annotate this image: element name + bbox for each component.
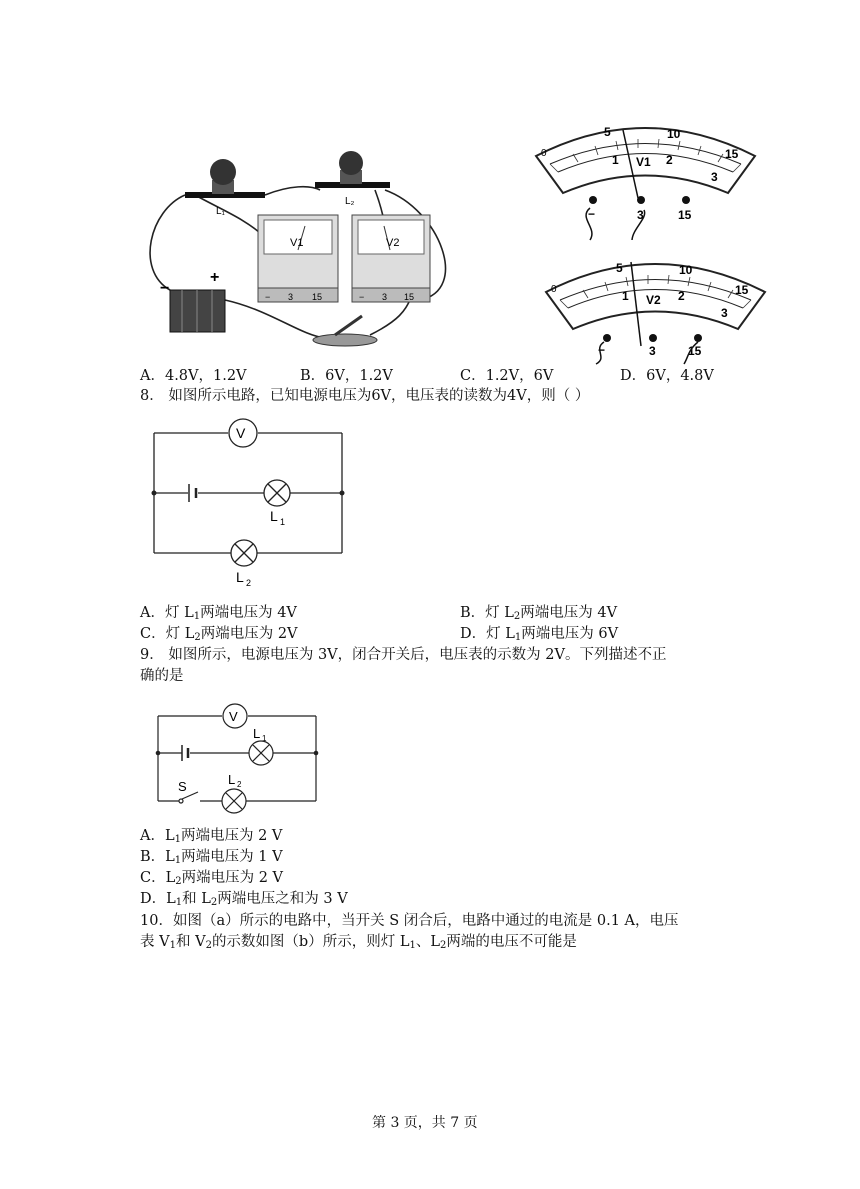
v1-3-terminal: 3 [288, 292, 294, 302]
q10-l2-sub1: 1 [169, 940, 176, 951]
v2-scale-5: 5 [616, 261, 623, 275]
q9-d-pre: D．L [140, 891, 176, 907]
q9-b-pre: B．L [140, 849, 175, 865]
q9-meter-label: V [229, 709, 238, 724]
q8-c-sub: 2 [194, 632, 201, 643]
q8-b-pre: B．灯 L [460, 605, 514, 621]
l1-photo-label: L₁ [216, 206, 225, 217]
q10-l2-mid3: 、L [415, 934, 440, 950]
q8-lamp2-sub: 2 [246, 578, 252, 588]
q8-circuit-diagram [148, 418, 348, 590]
q8-stem: 8． 如图所示电路，已知电源电压为6V，电压表的读数为4V，则（ ） [140, 388, 590, 404]
q9-b-post: 两端电压为 1 V [181, 849, 283, 865]
q9-lamp2-sub: 2 [237, 780, 242, 789]
voltmeter-v2-dial [538, 254, 773, 366]
q9-d-sub: 1 [175, 897, 183, 908]
q9-stem-line1: 9． 如图所示，电源电压为 3V，闭合开关后，电压表的示数为 2V。下列描述不正 [140, 647, 667, 663]
v2-scale-15: 15 [735, 283, 749, 297]
v1-photo-label: V1 [290, 237, 304, 249]
v1-minus-terminal: − [265, 292, 271, 302]
q7-option-d: D．6V，4.8V [620, 368, 714, 384]
v2-term-minus: − [598, 343, 606, 357]
q10-l2-post: 两端的电压不可能是 [446, 934, 577, 950]
q10-l2-sub3: 1 [409, 940, 416, 951]
v1-term-3: 3 [637, 208, 644, 222]
q8-d-pre: D．灯 L [460, 626, 515, 642]
q8-c-post: 两端电压为 2V [200, 626, 298, 642]
q8-meter-label: V [236, 425, 246, 441]
q9-lamp1-label: L [253, 726, 261, 741]
q9-d-post: 两端电压之和为 3 V [217, 891, 348, 907]
q8-d-post: 两端电压为 6V [521, 626, 619, 642]
v2-photo-label: V2 [386, 237, 400, 249]
q9-c-sub: 2 [175, 876, 182, 887]
q9-a-pre: A．L [140, 828, 175, 844]
q7-option-c: C．1.2V，6V [460, 368, 554, 384]
q8-b-sub: 2 [513, 611, 521, 622]
v1-scale-15: 15 [725, 147, 739, 161]
l2-photo-label: L₂ [345, 196, 355, 207]
v2-term-3: 3 [649, 344, 656, 358]
q9-lamp1-sub: 1 [262, 734, 267, 743]
q7-option-b: B．6V，1.2V [300, 368, 393, 384]
q10-l2-pre: 表 V [140, 934, 170, 950]
v1-dial-zero: 0 [541, 148, 547, 159]
q8-c-pre: C．灯 L [140, 626, 195, 642]
q10-l2-mid2: 的示数如图（b）所示，则灯 L [211, 934, 410, 950]
q8-a-post: 两端电压为 4V [200, 605, 297, 621]
q8-lamp2-label: L [236, 569, 244, 585]
q10-stem-line1: 10．如图（a）所示的电路中，当开关 S 闭合后，电路中通过的电流是 0.1 A，电压 [140, 913, 679, 929]
q8-b-post: 两端电压为 4V [520, 605, 618, 621]
q8-lamp1-label: L [270, 508, 278, 524]
q9-stem-line2: 确的是 [140, 668, 184, 684]
v2-3-terminal: 3 [382, 292, 388, 302]
q8-d-sub: 1 [514, 632, 522, 643]
v2-scale-1: 1 [622, 289, 629, 303]
q7-option-a: A．4.8V，1.2V [140, 368, 247, 384]
q9-circuit-diagram [152, 703, 324, 815]
q9-a-post: 两端电压为 2 V [180, 828, 283, 844]
v2-15-terminal: 15 [404, 292, 415, 302]
voltmeter-v1-dial [528, 118, 763, 243]
q9-option-d [140, 889, 348, 913]
battery-minus: − [160, 280, 170, 297]
q9-b-sub: 1 [174, 855, 182, 866]
v1-scale-1: 1 [612, 153, 619, 167]
q9-d-mid: 和 L [182, 891, 211, 907]
q10-l2-sub2: 2 [205, 940, 212, 951]
q9-d-sub2: 2 [210, 897, 218, 908]
q9-c-pre: C．L [140, 870, 176, 886]
v1-scale-3: 3 [711, 170, 718, 184]
v2-scale-2: 2 [678, 289, 685, 303]
q9-switch-label: S [178, 779, 187, 794]
q8-a-pre: A．灯 L [140, 605, 194, 621]
page-footer: 第 3 页，共 7 页 [372, 1115, 478, 1131]
q8-a-sub: 1 [193, 611, 201, 622]
v2-dial-zero: 0 [551, 284, 557, 295]
q8-lamp1-sub: 1 [280, 517, 286, 527]
v1-dial-label: V1 [636, 155, 651, 169]
v1-scale-5: 5 [604, 125, 611, 139]
v2-scale-10: 10 [679, 263, 693, 277]
v1-scale-10: 10 [667, 127, 681, 141]
v1-scale-2: 2 [666, 153, 673, 167]
v2-minus-terminal: − [359, 292, 365, 302]
q9-c-post: 两端电压为 2 V [181, 870, 284, 886]
q9-a-sub: 1 [174, 834, 181, 845]
v2-scale-3: 3 [721, 306, 728, 320]
v2-dial-label: V2 [646, 293, 661, 307]
v1-term-15: 15 [678, 208, 692, 222]
battery-plus: + [210, 269, 220, 286]
q10-l2-sub4: 2 [439, 940, 447, 951]
v1-term-minus: − [588, 207, 596, 221]
v2-term-15: 15 [688, 344, 702, 358]
q9-lamp2-label: L [228, 772, 236, 787]
q10-stem-line2 [140, 932, 577, 956]
v1-15-terminal: 15 [312, 292, 323, 302]
q7-circuit-photo [140, 150, 470, 350]
q10-l2-mid: 和 V [175, 934, 206, 950]
